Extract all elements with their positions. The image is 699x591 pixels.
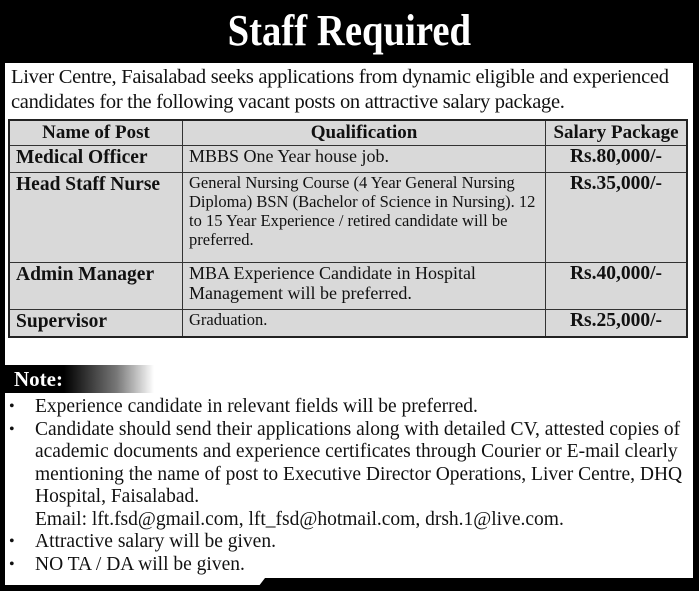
- bullet-icon: •: [9, 533, 15, 550]
- post-qualification: MBBS One Year house job.: [183, 146, 546, 173]
- post-salary: Rs.80,000/-: [546, 146, 688, 173]
- list-item: [5, 419, 689, 532]
- page-title: Staff Required: [227, 6, 472, 55]
- note-text: NO TA / DA will be given.: [35, 553, 245, 575]
- list-item: [5, 531, 689, 554]
- list-item: [5, 396, 689, 419]
- post-qualification: MBA Experience Candidate in Hospital Management will be preferred.: [183, 263, 546, 310]
- bullet-icon: •: [9, 555, 15, 573]
- post-name: Medical Officer: [9, 146, 183, 173]
- column-header-post: Name of Post: [9, 120, 183, 146]
- table-row: [9, 146, 687, 173]
- table-row: [9, 310, 687, 337]
- post-salary: Rs.35,000/-: [546, 173, 688, 263]
- table-row: [9, 173, 687, 263]
- note-text: Experience candidate in relevant fields will be preferred.: [35, 396, 478, 417]
- vacancies-table: [8, 119, 688, 338]
- table-header-row: [9, 120, 687, 146]
- intro-paragraph: Liver Centre, Faisalabad seeks applications from dynamic eligible and experienced candidates for the following vacant posts on attractive salary package.: [11, 66, 669, 113]
- email-contacts: Email: lft.fsd@gmail.com, lft_fsd@hotmail.com, drsh.1@live.com.: [35, 508, 564, 530]
- footer-decoration-bar: [255, 578, 699, 591]
- note-text: Attractive salary will be given.: [35, 531, 276, 552]
- note-text: Candidate should send their applications along with detailed CV, attested copies of academic documents and experience certificates through Courier or E-mail clearly mentioning the name of post to Executive Director Operations, Liver Centre, DHQ Hospital, Faisalabad.: [35, 418, 683, 507]
- post-salary: Rs.40,000/-: [546, 263, 688, 310]
- note-banner: [4, 365, 154, 393]
- post-name: Admin Manager: [9, 263, 183, 310]
- list-item: [5, 554, 689, 577]
- notes-list: [5, 396, 689, 576]
- post-qualification: Graduation.: [183, 310, 546, 337]
- table-row: [9, 263, 687, 310]
- post-qualification: General Nursing Course (4 Year General Nursing Diploma) BSN (Bachelor of Science in Nursing). 12 to 15 Year Experience / retired candidate will be preferred.: [183, 173, 546, 263]
- note-heading: Note:: [14, 367, 63, 391]
- title-banner: [0, 0, 699, 62]
- ad-panel: [4, 62, 694, 586]
- bullet-icon: •: [9, 420, 15, 438]
- post-name: Head Staff Nurse: [9, 173, 183, 263]
- column-header-qualification: Qualification: [183, 120, 546, 146]
- column-header-salary: Salary Package: [546, 120, 688, 146]
- post-salary: Rs.25,000/-: [546, 310, 688, 337]
- bullet-icon: •: [9, 398, 15, 415]
- post-name: Supervisor: [9, 310, 183, 337]
